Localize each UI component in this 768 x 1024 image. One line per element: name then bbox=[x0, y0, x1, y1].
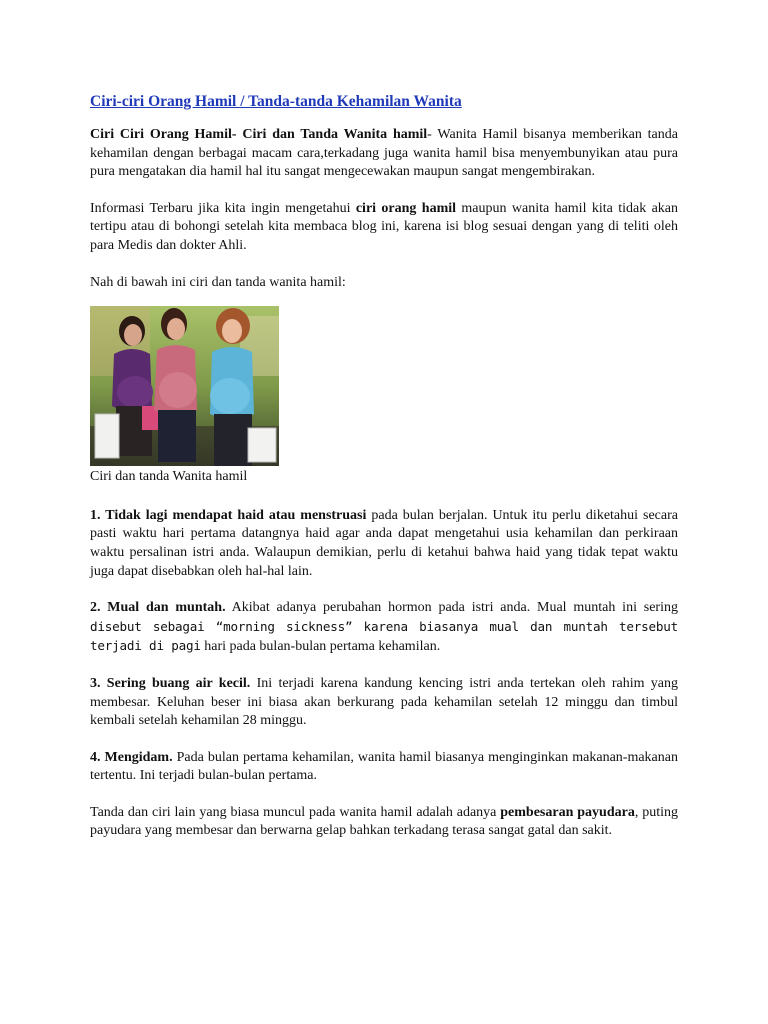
photo-image bbox=[90, 306, 279, 466]
info-bold: ciri orang hamil bbox=[355, 200, 457, 216]
item-4-bold: 4. Mengidam. bbox=[90, 749, 173, 765]
closing-paragraph bbox=[90, 804, 678, 841]
page-title[interactable]: Ciri-ciri Orang Hamil / Tanda-tanda Kehamilan Wanita bbox=[90, 93, 462, 110]
info-paragraph bbox=[90, 200, 678, 256]
list-item-2 bbox=[90, 599, 678, 657]
item-3-text: Ini terjadi karena kandung kencing istri anda tertekan oleh rahim yang membesar. Keluhan beser ini biasa akan berkurang pada kehamilan setelah 12 minggu dan timbul kembali setelah kehamilan 28 minggu. bbox=[90, 675, 678, 729]
photo-caption: Ciri dan tanda Wanita hamil bbox=[90, 469, 248, 485]
intro-text: - Wanita Hamil bisanya memberikan tanda kehamilan dengan berbagai macam cara,terkadang juga wanita hamil bisa menyembunyikan atau pura pura mengatakan dia hamil hal itu sangat mengecewakan maupun sangat mengembirakan. bbox=[90, 127, 678, 180]
list-item-3 bbox=[90, 675, 678, 731]
info-before: Informasi Terbaru jika kita ingin mengetahui bbox=[90, 200, 356, 216]
item-3-bold: 3. Sering buang air kecil. bbox=[90, 675, 251, 691]
list-item-4 bbox=[90, 749, 678, 786]
intro-bold: Ciri Ciri Orang Hamil- Ciri dan Tanda Wanita hamil bbox=[90, 127, 428, 142]
intro-paragraph bbox=[90, 126, 678, 182]
item-2-bold: 2. Mual dan muntah. bbox=[90, 600, 226, 616]
item-2-text: Akibat adanya perubahan hormon pada istri anda. Mual muntah ini sering bbox=[225, 600, 678, 616]
lead-paragraph: Nah di bawah ini ciri dan tanda wanita hamil: bbox=[90, 274, 346, 290]
item-4-text: Pada bulan pertama kehamilan, wanita hamil biasanya menginginkan makanan-makanan tertentu. Ini terjadi bulan-bulan pertama. bbox=[90, 749, 678, 784]
item-2-text2: hari pada bulan-bulan pertama kehamilan. bbox=[200, 639, 441, 655]
closing-after: , puting payudara yang membesar dan berwarna gelap bahkan terkadang terasa sangat gatal dan sakit. bbox=[90, 804, 679, 839]
document-page bbox=[90, 92, 678, 859]
info-after: maupun wanita hamil kita tidak akan tertipu atau di bohongi setelah kita membaca blog ini, karena isi blog sesuai dengan yang di teliti oleh para Medis dan dokter Ahli. bbox=[90, 200, 679, 253]
item-1-bold: 1. Tidak lagi mendapat haid atau menstruasi bbox=[90, 507, 367, 523]
item-2-handwritten: disebut sebagai “morning sickness” karena biasanya mual dan muntah tersebut terjadi di pagi bbox=[90, 618, 678, 654]
closing-before: Tanda dan ciri lain yang biasa muncul pada wanita hamil adalah adanya bbox=[90, 804, 501, 820]
closing-bold: pembesaran payudara bbox=[500, 804, 635, 820]
pregnant-women-photo bbox=[90, 306, 678, 466]
list-item-1 bbox=[90, 507, 678, 581]
item-1-text: pada bulan berjalan. Untuk itu perlu diketahui secara pasti waktu hari pertama datangnya haid agar anda dapat mengetahui usia kehamilan dan perkiraan waktu persalinan istri anda. Walaupun demikian, perlu di ketahui bahwa haid yang tidak tepat waktu juga dapat disebabkan oleh hal-hal lain. bbox=[90, 507, 678, 579]
